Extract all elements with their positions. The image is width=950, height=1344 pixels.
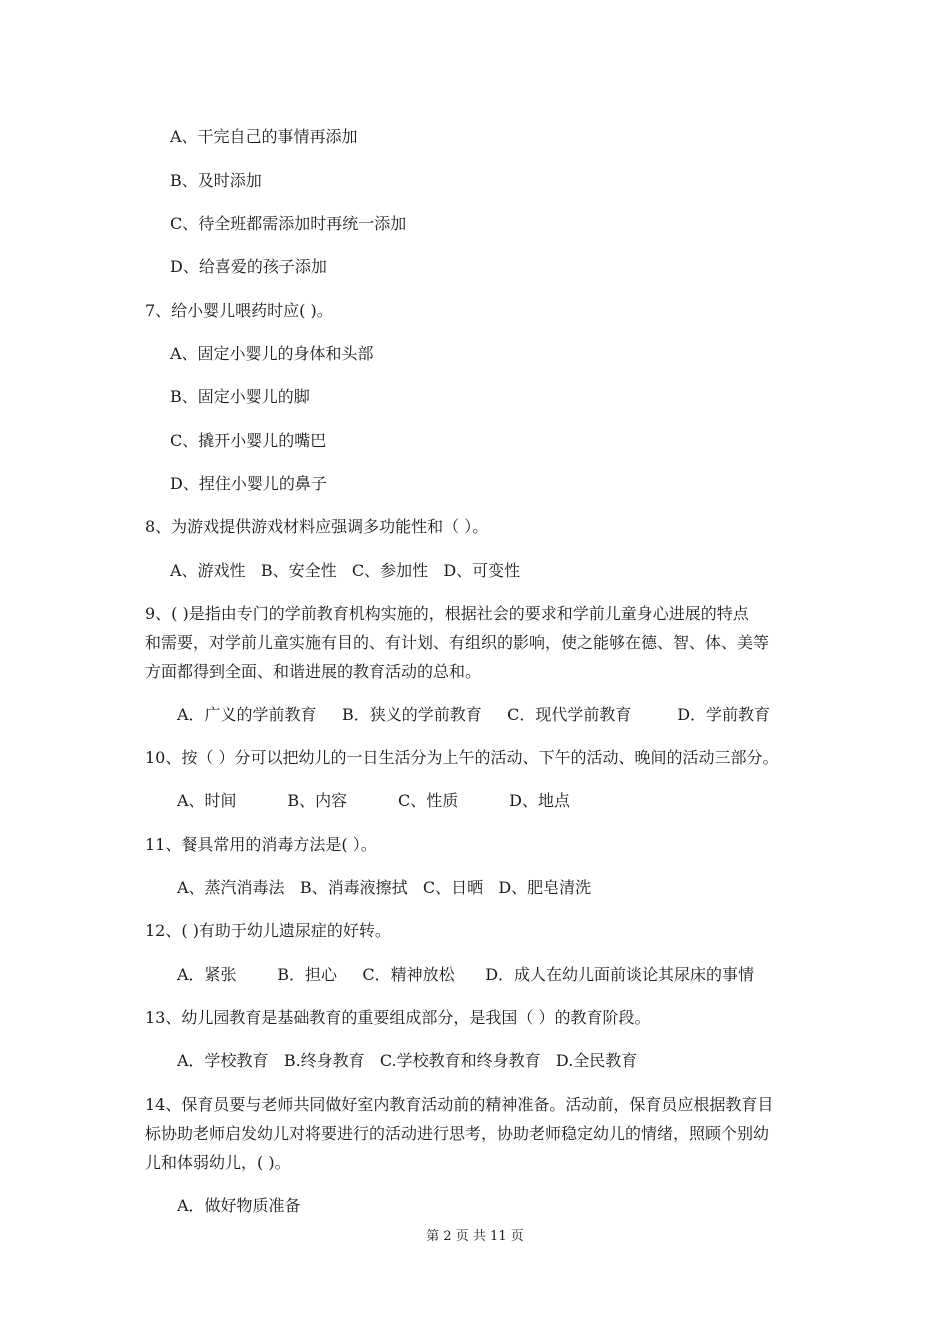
q12-options: A．紧张 B．担心 C．精神放松 D．成人在幼儿面前谈论其尿床的事情 xyxy=(177,965,755,984)
q8-question: 8、为游戏提供游戏材料应强调多功能性和（ ）。 xyxy=(145,517,489,536)
q6-option-c: C、待全班都需添加时再统一添加 xyxy=(170,214,407,233)
q10-options: A、时间 B、内容 C、性质 D、地点 xyxy=(177,791,570,810)
page-footer: 第 2 页 共 11 页 xyxy=(426,1229,524,1244)
q9-options: A．广义的学前教育 B．狭义的学前教育 C．现代学前教育 D．学前教育 xyxy=(177,705,771,724)
q8-options: A、游戏性 B、安全性 C、参加性 D、可变性 xyxy=(170,561,521,580)
q7-option-c: C、撬开小婴儿的嘴巴 xyxy=(170,431,327,450)
q14-question-line-1: 14、保育员要与老师共同做好室内教育活动前的精神准备。活动前，保育员应根据教育目 xyxy=(145,1095,774,1114)
q13-options: A．学校教育 B.终身教育 C.学校教育和终身教育 D.全民教育 xyxy=(177,1051,638,1070)
q9-question-line-1: 9、( )是指由专门的学前教育机构实施的，根据社会的要求和学前儿童身心进展的特点 xyxy=(145,604,749,623)
q14-option-a: A．做好物质准备 xyxy=(177,1196,301,1215)
q7-option-a: A、固定小婴儿的身体和头部 xyxy=(170,344,374,363)
q6-option-d: D、给喜爱的孩子添加 xyxy=(170,257,327,276)
q9-question-line-2: 和需要，对学前儿童实施有目的、有计划、有组织的影响，使之能够在德、智、体、美等 xyxy=(145,633,770,652)
q9-question-line-3: 方面都得到全面、和谐进展的教育活动的总和。 xyxy=(145,662,482,681)
q11-question: 11、餐具常用的消毒方法是( ）。 xyxy=(145,835,377,854)
q6-option-a: A、干完自己的事情再添加 xyxy=(170,127,358,146)
q11-options: A、蒸汽消毒法 B、消毒液擦拭 C、日晒 D、肥皂清洗 xyxy=(177,878,592,897)
q12-question: 12、( )有助于幼儿遗尿症的好转。 xyxy=(145,921,391,940)
q6-option-b: B、及时添加 xyxy=(170,171,262,190)
q13-question: 13、幼儿园教育是基础教育的重要组成部分，是我国（ ）的教育阶段。 xyxy=(145,1008,651,1027)
q14-question-line-2: 标协助老师启发幼儿对将要进行的活动进行思考，协助老师稳定幼儿的情绪，照顾个别幼 xyxy=(145,1124,770,1143)
q7-option-d: D、捏住小婴儿的鼻子 xyxy=(170,474,327,493)
q10-question: 10、按（ ）分可以把幼儿的一日生活分为上午的活动、下午的活动、晚间的活动三部分。 xyxy=(145,748,779,767)
q14-question-line-3: 儿和体弱幼儿，( )。 xyxy=(145,1153,291,1172)
q7-question: 7、给小婴儿喂药时应( )。 xyxy=(145,301,333,320)
q7-option-b: B、固定小婴儿的脚 xyxy=(170,387,310,406)
